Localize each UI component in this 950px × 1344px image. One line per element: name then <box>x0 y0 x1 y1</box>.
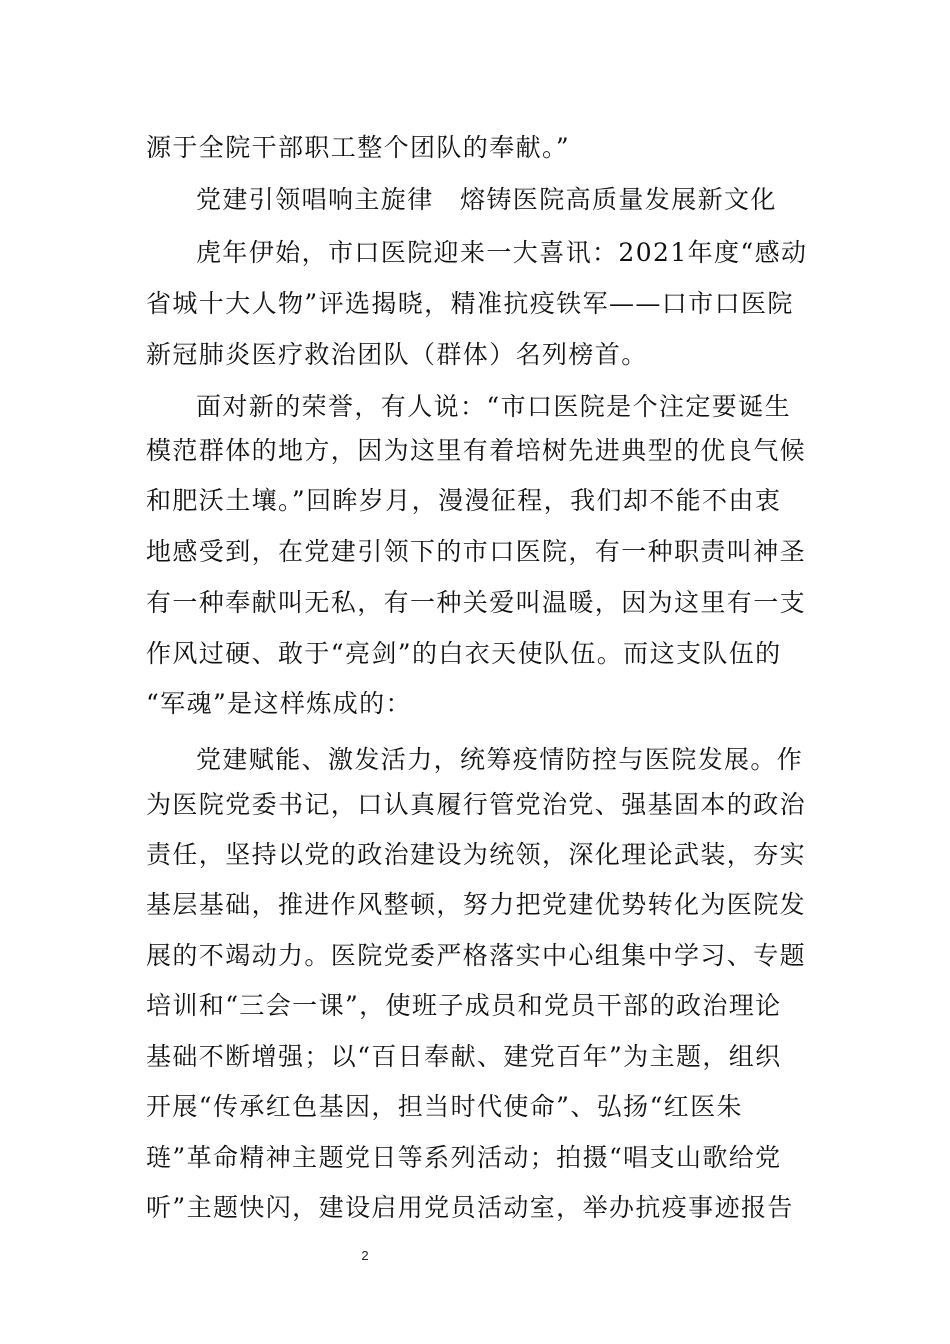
text-line: 地感受到，在党建引领下的市口医院，有一种职责叫神圣 <box>146 537 807 566</box>
text-line: 展的不竭动力。医院党委严格落实中心组集中学习、专题 <box>146 941 807 970</box>
text-line: 省城十大人物”评选揭晓，精准抗疫铁军——口市口医院 <box>146 289 794 318</box>
text-line: 基础不断增强；以“百日奉献、建党百年”为主题，组织 <box>146 1042 782 1071</box>
text-line: 听”主题快闪，建设启用党员活动室，举办抗疫事迹报告 <box>146 1193 794 1222</box>
text-line: 基层基础，推进作风整顿，努力把党建优势转化为医院发 <box>146 890 807 919</box>
text-line: “军魂”是这样炼成的： <box>146 689 412 718</box>
page-number: 2 <box>361 1248 369 1263</box>
text-line: 有一种奉献叫无私，有一种关爱叫温暖，因为这里有一支 <box>146 588 807 617</box>
text-line: 开展“传承红色基因，担当时代使命”、弘扬“红医朱 <box>146 1092 743 1121</box>
text-line: 为医院党委书记，口认真履行管党治党、强基固本的政治 <box>146 790 807 819</box>
text-line: 模范群体的地方，因为这里有着培树先进典型的优良气候 <box>146 436 807 465</box>
text-line: 新冠肺炎医疗救治团队（群体）名列榜首。 <box>146 340 648 369</box>
text-line: 琏”革命精神主题党日等系列活动；拍摄“唱支山歌给党 <box>146 1143 782 1172</box>
text-line: 面对新的荣誉，有人说：“市口医院是个注定要诞生 <box>196 392 791 421</box>
text-line: 作风过硬、敢于“亮剑”的白衣天使队伍。而这支队伍的 <box>146 639 782 668</box>
text-line: 和肥沃土壤。”回眸岁月，漫漫征程，我们却不能不由衷 <box>146 486 782 515</box>
text-line: 责任，坚持以党的政治建设为统领，深化理论武装，夯实 <box>146 840 807 869</box>
text-line: 党建赋能、激发活力，统筹疫情防控与医院发展。作 <box>196 745 804 774</box>
text-line: 虎年伊始，市口医院迎来一大喜讯：2021年度“感动 <box>196 238 808 267</box>
text-line: 培训和“三会一课”，使班子成员和党员干部的政治理论 <box>146 991 782 1020</box>
section-heading: 党建引领唱响主旋律 熔铸医院高质量发展新文化 <box>196 185 777 214</box>
text-line: 源于全院干部职工整个团队的奉献。” <box>146 133 571 162</box>
